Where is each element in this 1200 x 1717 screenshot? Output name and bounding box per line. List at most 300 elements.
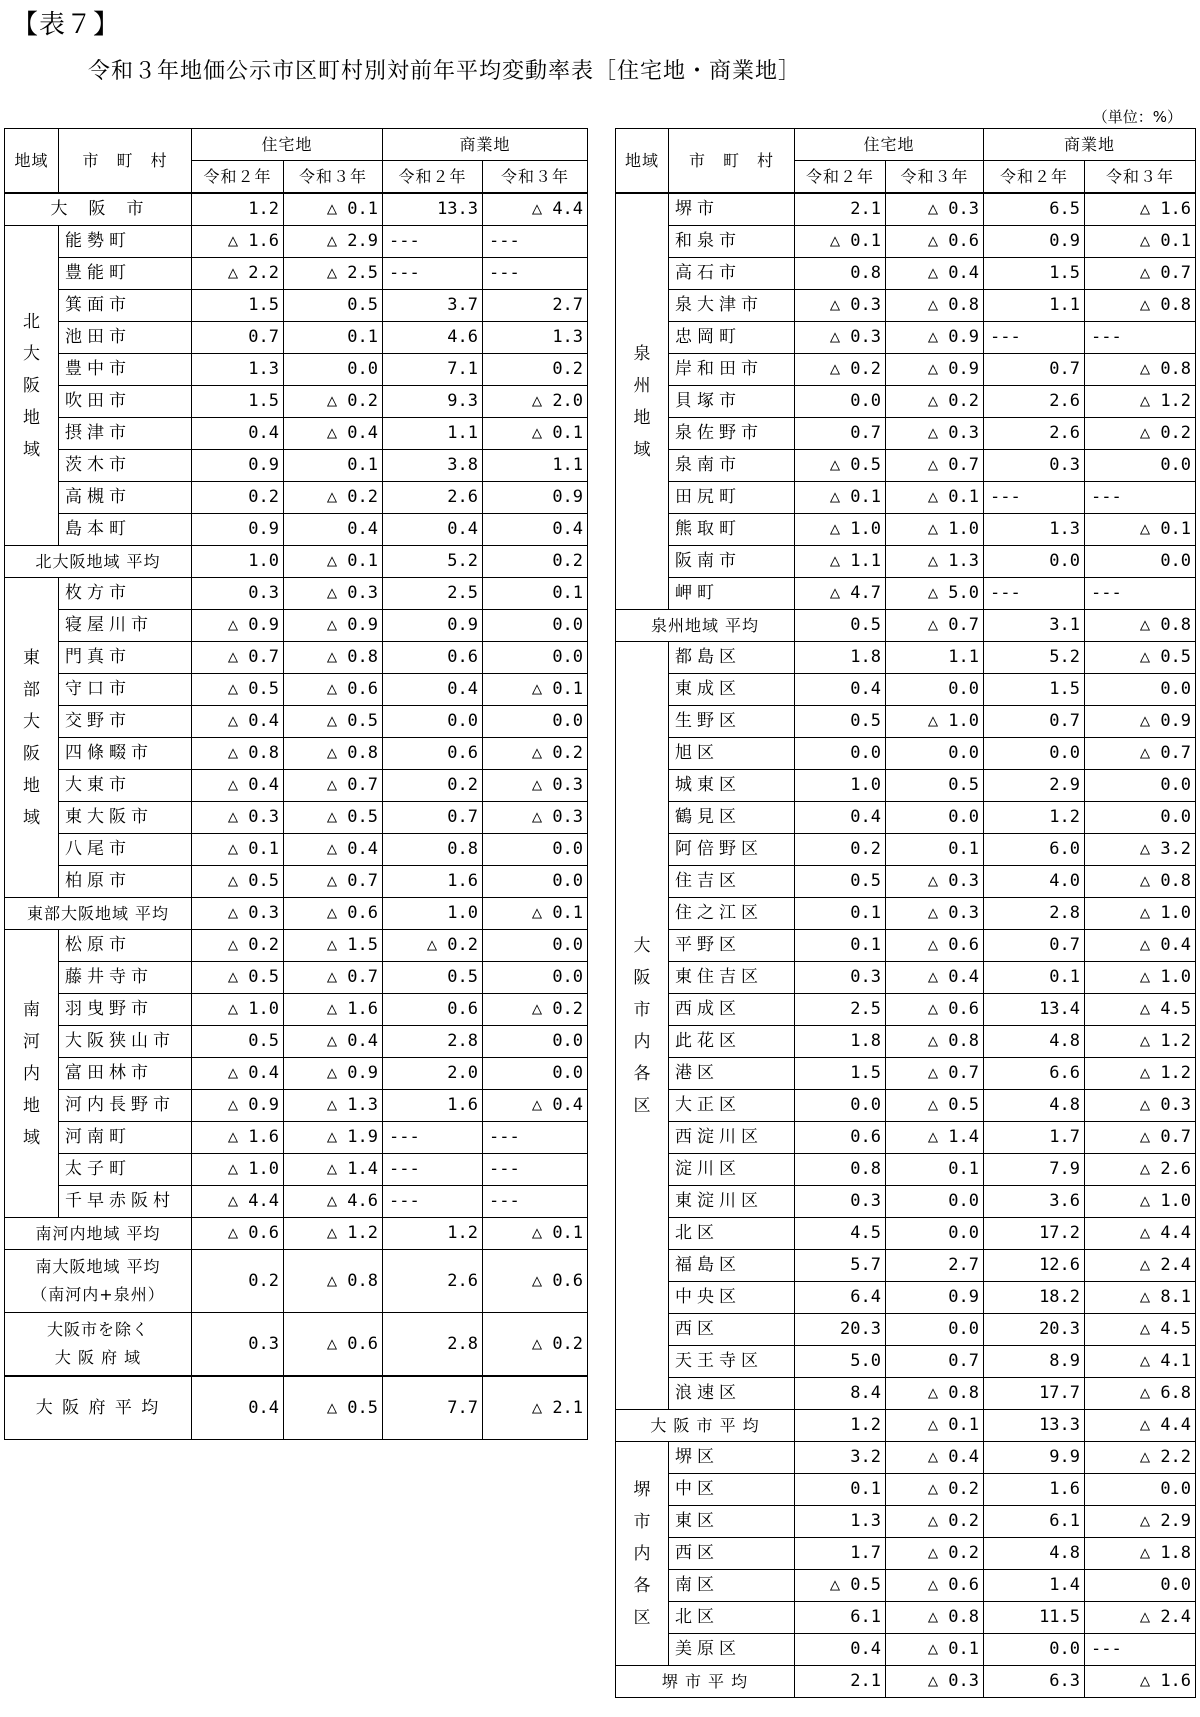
value-cell: 0.0	[795, 738, 886, 770]
value-cell: △ 2.2	[192, 258, 284, 290]
value-cell: 0.0	[483, 866, 588, 898]
value-cell: 6.0	[984, 834, 1085, 866]
value-cell: △ 0.8	[284, 642, 383, 674]
value-cell: △ 2.0	[483, 386, 588, 418]
value-cell: △ 0.2	[284, 386, 383, 418]
value-cell: △ 4.4	[192, 1186, 284, 1218]
table-row	[616, 1602, 1196, 1634]
value-cell: 0.0	[886, 1218, 984, 1250]
right-table	[615, 128, 1196, 1698]
city-name: 北区	[669, 1218, 795, 1250]
table-row	[5, 930, 588, 962]
city-name: 太子町	[59, 1154, 192, 1186]
value-cell: 0.9	[192, 514, 284, 546]
value-cell: 0.7	[795, 418, 886, 450]
city-name: 摂津市	[59, 418, 192, 450]
value-cell: △ 1.0	[886, 514, 984, 546]
value-cell: 0.4	[383, 674, 483, 706]
value-cell: 0.1	[795, 898, 886, 930]
city-name: 泉佐野市	[669, 418, 795, 450]
city-name: 忠岡町	[669, 322, 795, 354]
value-cell: 0.5	[383, 962, 483, 994]
region-char: 大	[23, 343, 40, 364]
region-char: 域	[633, 439, 651, 460]
value-cell: 6.5	[984, 193, 1085, 226]
city-name: 羽曳野市	[59, 994, 192, 1026]
value-cell: 0.7	[383, 802, 483, 834]
value-cell: 0.5	[795, 706, 886, 738]
city-name: 中央区	[669, 1282, 795, 1314]
value-cell: 0.0	[483, 962, 588, 994]
average-row	[616, 1666, 1196, 1698]
col-header-r2: 令和２年	[795, 161, 886, 194]
value-cell: ---	[383, 258, 483, 290]
value-cell: 0.1	[483, 578, 588, 610]
value-cell: △ 0.9	[192, 610, 284, 642]
average-row	[5, 1218, 588, 1250]
table-row	[5, 450, 588, 482]
value-cell: △ 0.6	[886, 930, 984, 962]
average-label: 北大阪地域 平均	[5, 546, 192, 578]
value-cell: 0.7	[984, 930, 1085, 962]
value-cell: △ 1.0	[886, 706, 984, 738]
value-cell: △ 1.4	[284, 1154, 383, 1186]
value-cell: 7.1	[383, 354, 483, 386]
value-cell: △ 0.5	[192, 674, 284, 706]
value-cell: 1.1	[984, 290, 1085, 322]
average-label: 泉州地域 平均	[616, 610, 795, 642]
value-cell: 1.2	[192, 193, 284, 226]
value-cell: △ 0.7	[284, 866, 383, 898]
table-row	[616, 514, 1196, 546]
value-cell: △ 0.6	[483, 1250, 588, 1313]
city-name: 豊中市	[59, 354, 192, 386]
city-name: 和泉市	[669, 226, 795, 258]
value-cell: △ 1.6	[192, 1122, 284, 1154]
value-cell: △ 1.6	[284, 994, 383, 1026]
value-cell: 2.5	[383, 578, 483, 610]
col-header-region: 地域	[5, 129, 59, 194]
value-cell: △ 1.9	[284, 1122, 383, 1154]
table-row	[616, 193, 1196, 226]
city-name: 富田林市	[59, 1058, 192, 1090]
value-cell: 3.7	[383, 290, 483, 322]
value-cell: 0.4	[284, 514, 383, 546]
value-cell: △ 0.8	[1085, 290, 1196, 322]
value-cell: △ 0.3	[284, 578, 383, 610]
value-cell: △ 2.9	[284, 226, 383, 258]
city-name: 泉大津市	[669, 290, 795, 322]
table-row	[5, 578, 588, 610]
table-row	[5, 1090, 588, 1122]
region-char: 大	[633, 935, 651, 956]
city-name: 池田市	[59, 322, 192, 354]
value-cell: △ 0.3	[886, 866, 984, 898]
value-cell: 1.3	[192, 354, 284, 386]
value-cell: △ 0.3	[192, 802, 284, 834]
value-cell: △ 0.2	[886, 386, 984, 418]
table-row	[616, 1250, 1196, 1282]
value-cell: 2.7	[483, 290, 588, 322]
average-row	[616, 610, 1196, 642]
value-cell: 2.7	[886, 1250, 984, 1282]
value-cell: 0.7	[886, 1346, 984, 1378]
region-label	[616, 193, 669, 610]
region-label	[616, 642, 669, 1410]
value-cell: △ 3.2	[1085, 834, 1196, 866]
value-cell: 0.0	[483, 642, 588, 674]
value-cell: 8.4	[795, 1378, 886, 1410]
value-cell: △ 0.7	[1085, 738, 1196, 770]
value-cell: △ 1.6	[1085, 193, 1196, 226]
region-char: 地	[23, 407, 40, 428]
table-row	[616, 354, 1196, 386]
city-name: 島本町	[59, 514, 192, 546]
table-row	[616, 290, 1196, 322]
city-name: 河内長野市	[59, 1090, 192, 1122]
city-name: 箕面市	[59, 290, 192, 322]
value-cell: 9.3	[383, 386, 483, 418]
value-cell: △ 1.2	[1085, 1058, 1196, 1090]
value-cell: △ 0.1	[1085, 226, 1196, 258]
value-cell: △ 0.9	[1085, 706, 1196, 738]
value-cell: 0.5	[284, 290, 383, 322]
value-cell: 0.0	[984, 738, 1085, 770]
value-cell: 6.3	[984, 1666, 1085, 1698]
table-row	[616, 1506, 1196, 1538]
value-cell: △ 0.8	[1085, 354, 1196, 386]
value-cell: ---	[1085, 1634, 1196, 1666]
table-row	[5, 1122, 588, 1154]
region-char: 北	[23, 311, 40, 332]
value-cell: △ 1.0	[192, 1154, 284, 1186]
value-cell: △ 0.7	[192, 642, 284, 674]
value-cell: 0.0	[886, 1314, 984, 1346]
value-cell: △ 4.5	[1085, 994, 1196, 1026]
value-cell: 0.0	[1085, 1570, 1196, 1602]
value-cell: △ 0.7	[886, 1058, 984, 1090]
city-name: 西成区	[669, 994, 795, 1026]
region-char: 地	[633, 407, 651, 428]
value-cell: △ 0.5	[886, 1090, 984, 1122]
unit-label: （単位：%）	[1092, 108, 1182, 126]
city-name: 八尾市	[59, 834, 192, 866]
city-name: 東淀川区	[669, 1186, 795, 1218]
value-cell: △ 0.1	[483, 898, 588, 930]
value-cell: 0.0	[1085, 546, 1196, 578]
value-cell: △ 0.7	[886, 610, 984, 642]
city-name: 大 阪 市	[5, 193, 192, 226]
region-label	[5, 226, 59, 546]
table-row	[616, 1378, 1196, 1410]
value-cell: △ 4.7	[795, 578, 886, 610]
region-char: 域	[23, 807, 40, 828]
value-cell: △ 0.2	[886, 1474, 984, 1506]
table-row	[616, 1314, 1196, 1346]
value-cell: ---	[383, 226, 483, 258]
city-name: 北区	[669, 1602, 795, 1634]
value-cell: △ 0.2	[284, 482, 383, 514]
value-cell: △ 0.5	[795, 1570, 886, 1602]
value-cell: ---	[383, 1154, 483, 1186]
region-char: 区	[633, 1607, 651, 1628]
city-name: 大阪狭山市	[59, 1026, 192, 1058]
value-cell: △ 0.4	[1085, 930, 1196, 962]
city-name: 南区	[669, 1570, 795, 1602]
table-row	[5, 322, 588, 354]
value-cell: ---	[483, 1186, 588, 1218]
table-row	[616, 1122, 1196, 1154]
value-cell: 2.1	[795, 1666, 886, 1698]
table-row	[5, 418, 588, 450]
value-cell: △ 1.6	[192, 226, 284, 258]
value-cell: 1.0	[192, 546, 284, 578]
value-cell: 1.7	[795, 1538, 886, 1570]
table-row	[616, 962, 1196, 994]
value-cell: 2.6	[984, 418, 1085, 450]
value-cell: △ 0.9	[284, 1058, 383, 1090]
value-cell: 0.0	[886, 738, 984, 770]
col-header-city: 市 町 村	[669, 129, 795, 194]
value-cell: △ 0.1	[886, 1410, 984, 1442]
table-row	[616, 994, 1196, 1026]
value-cell: 0.2	[795, 834, 886, 866]
value-cell: 2.9	[984, 770, 1085, 802]
city-name: 港区	[669, 1058, 795, 1090]
table-row	[616, 322, 1196, 354]
value-cell: 3.6	[984, 1186, 1085, 1218]
city-name: 此花区	[669, 1026, 795, 1058]
region-char: 河	[23, 1031, 40, 1052]
value-cell: 3.2	[795, 1442, 886, 1474]
value-cell: 13.4	[984, 994, 1085, 1026]
value-cell: △ 0.3	[483, 770, 588, 802]
value-cell: △ 0.6	[192, 1218, 284, 1250]
region-char: 阪	[633, 967, 651, 988]
value-cell: △ 0.1	[284, 546, 383, 578]
value-cell: 0.0	[795, 1090, 886, 1122]
table-row	[616, 866, 1196, 898]
table-row	[616, 1474, 1196, 1506]
city-name: 寝屋川市	[59, 610, 192, 642]
summary-row	[5, 1250, 588, 1313]
region-char: 内	[633, 1543, 651, 1564]
value-cell: 0.3	[795, 962, 886, 994]
value-cell: △ 0.6	[886, 1570, 984, 1602]
value-cell: 6.4	[795, 1282, 886, 1314]
region-char: 泉	[633, 343, 651, 364]
city-name: 生野区	[669, 706, 795, 738]
value-cell: △ 0.2	[886, 1538, 984, 1570]
value-cell: 1.3	[483, 322, 588, 354]
table-row	[5, 834, 588, 866]
value-cell: △ 0.4	[192, 770, 284, 802]
value-cell: 6.1	[795, 1602, 886, 1634]
value-cell: 5.7	[795, 1250, 886, 1282]
city-name: 豊能町	[59, 258, 192, 290]
col-header-city: 市 町 村	[59, 129, 192, 194]
value-cell: △ 0.8	[886, 1602, 984, 1634]
value-cell: 0.0	[1085, 674, 1196, 706]
table-row	[5, 258, 588, 290]
value-cell: △ 0.8	[886, 290, 984, 322]
region-label	[616, 1442, 669, 1666]
value-cell: △ 0.3	[886, 418, 984, 450]
value-cell: 1.4	[984, 1570, 1085, 1602]
value-cell: △ 0.2	[483, 738, 588, 770]
value-cell: △ 0.7	[1085, 258, 1196, 290]
value-cell: △ 0.4	[284, 418, 383, 450]
table-row	[5, 674, 588, 706]
value-cell: 0.1	[795, 930, 886, 962]
value-cell: △ 0.8	[886, 1026, 984, 1058]
value-cell: ---	[1085, 578, 1196, 610]
prefecture-average-row	[5, 1376, 588, 1440]
table-row	[616, 258, 1196, 290]
value-cell: 5.0	[795, 1346, 886, 1378]
value-cell: ---	[1085, 482, 1196, 514]
value-cell: ---	[984, 578, 1085, 610]
value-cell: 0.5	[886, 770, 984, 802]
value-cell: △ 6.8	[1085, 1378, 1196, 1410]
value-cell: △ 0.2	[1085, 418, 1196, 450]
city-name: 浪速区	[669, 1378, 795, 1410]
city-name: 大東市	[59, 770, 192, 802]
value-cell: 0.5	[795, 866, 886, 898]
value-cell: △ 0.1	[795, 482, 886, 514]
city-name: 守口市	[59, 674, 192, 706]
value-cell: ---	[383, 1122, 483, 1154]
value-cell: 4.8	[984, 1090, 1085, 1122]
city-name: 天王寺区	[669, 1346, 795, 1378]
table-row	[5, 706, 588, 738]
value-cell: △ 0.8	[1085, 866, 1196, 898]
value-cell: △ 0.4	[886, 962, 984, 994]
value-cell: 0.3	[795, 1186, 886, 1218]
value-cell: △ 0.2	[192, 930, 284, 962]
region-char: 内	[23, 1063, 40, 1084]
value-cell: △ 0.4	[284, 834, 383, 866]
value-cell: △ 0.4	[284, 1026, 383, 1058]
value-cell: 0.3	[192, 578, 284, 610]
col-header-r2: 令和２年	[192, 161, 284, 194]
value-cell: 20.3	[984, 1314, 1085, 1346]
city-name: 堺市	[669, 193, 795, 226]
city-name: 貝塚市	[669, 386, 795, 418]
value-cell: 0.7	[984, 706, 1085, 738]
value-cell: 0.0	[886, 1186, 984, 1218]
value-cell: △ 0.5	[284, 1376, 383, 1440]
col-header-r2: 令和２年	[984, 161, 1085, 194]
value-cell: 0.9	[886, 1282, 984, 1314]
col-header-commercial: 商業地	[383, 129, 588, 161]
average-label: 堺 市 平 均	[616, 1666, 795, 1698]
table-row	[5, 354, 588, 386]
value-cell: 0.0	[1085, 1474, 1196, 1506]
value-cell: 0.0	[1085, 802, 1196, 834]
region-char: 州	[633, 375, 651, 396]
value-cell: 1.2	[984, 802, 1085, 834]
city-name: 美原区	[669, 1634, 795, 1666]
value-cell: ---	[483, 1122, 588, 1154]
table-row	[5, 193, 588, 226]
value-cell: 0.2	[192, 1250, 284, 1313]
table-row	[616, 1154, 1196, 1186]
value-cell: 1.8	[795, 1026, 886, 1058]
value-cell: △ 0.5	[192, 866, 284, 898]
value-cell: 20.3	[795, 1314, 886, 1346]
city-name: 大正区	[669, 1090, 795, 1122]
table-row	[616, 546, 1196, 578]
value-cell: 2.8	[984, 898, 1085, 930]
value-cell: △ 0.1	[192, 834, 284, 866]
value-cell: 0.4	[795, 674, 886, 706]
value-cell: 0.1	[795, 1474, 886, 1506]
value-cell: △ 1.0	[1085, 898, 1196, 930]
value-cell: △ 0.2	[483, 994, 588, 1026]
city-name: 城東区	[669, 770, 795, 802]
value-cell: 0.1	[984, 962, 1085, 994]
value-cell: 0.1	[284, 322, 383, 354]
value-cell: 0.0	[886, 674, 984, 706]
value-cell: △ 1.2	[284, 1218, 383, 1250]
value-cell: △ 8.1	[1085, 1282, 1196, 1314]
value-cell: 1.8	[795, 642, 886, 674]
region-char: 阪	[23, 743, 40, 764]
city-name: 中区	[669, 1474, 795, 1506]
table-row	[616, 802, 1196, 834]
value-cell: 0.3	[984, 450, 1085, 482]
city-name: 阪南市	[669, 546, 795, 578]
value-cell: △ 0.2	[483, 1313, 588, 1377]
value-cell: 0.2	[192, 482, 284, 514]
average-row	[5, 898, 588, 930]
value-cell: 4.6	[383, 322, 483, 354]
table-row	[616, 930, 1196, 962]
value-cell: 0.7	[984, 354, 1085, 386]
value-cell: 0.4	[192, 418, 284, 450]
value-cell: △ 0.8	[284, 1250, 383, 1313]
table-row	[5, 1154, 588, 1186]
region-char: 地	[23, 775, 40, 796]
value-cell: 0.9	[984, 226, 1085, 258]
table-row	[5, 962, 588, 994]
value-cell: △ 1.2	[1085, 386, 1196, 418]
city-name: 四條畷市	[59, 738, 192, 770]
value-cell: △ 0.8	[886, 1378, 984, 1410]
value-cell: △ 0.6	[886, 994, 984, 1026]
city-name: 西区	[669, 1314, 795, 1346]
city-name: 藤井寺市	[59, 962, 192, 994]
value-cell: 0.0	[984, 546, 1085, 578]
value-cell: ---	[984, 322, 1085, 354]
value-cell: 0.5	[795, 610, 886, 642]
city-name: 住吉区	[669, 866, 795, 898]
value-cell: 2.0	[383, 1058, 483, 1090]
value-cell: 1.6	[383, 866, 483, 898]
table-row	[616, 418, 1196, 450]
value-cell: △ 2.4	[1085, 1602, 1196, 1634]
city-name: 田尻町	[669, 482, 795, 514]
summary-label	[5, 1313, 192, 1377]
value-cell: △ 0.6	[284, 1313, 383, 1377]
value-cell: △ 0.2	[383, 930, 483, 962]
city-name: 平野区	[669, 930, 795, 962]
value-cell: △ 0.9	[886, 354, 984, 386]
value-cell: △ 0.6	[284, 674, 383, 706]
value-cell: 13.3	[984, 1410, 1085, 1442]
table-row	[616, 482, 1196, 514]
